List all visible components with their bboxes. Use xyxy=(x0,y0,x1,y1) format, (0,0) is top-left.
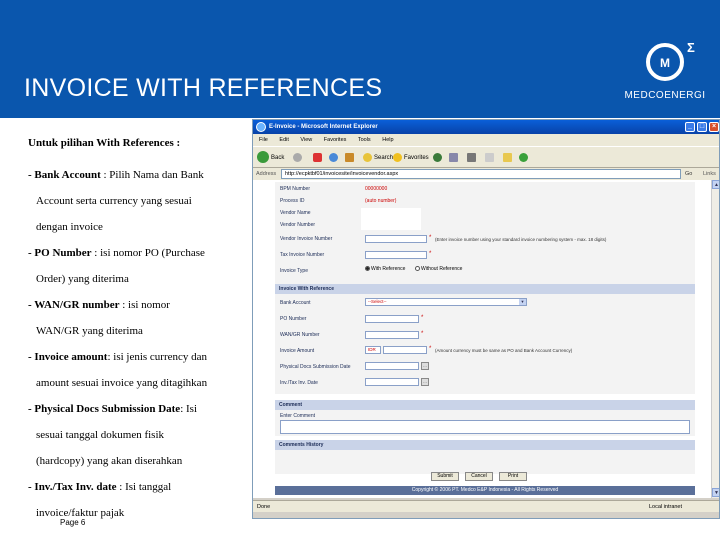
browser-window xyxy=(252,119,720,519)
page-number: Page 6 xyxy=(60,518,86,527)
tax-invoice-label: Tax Invoice Number xyxy=(280,252,325,258)
ie-icon xyxy=(256,122,266,132)
browser-title: E-Invoice - Microsoft Internet Explorer xyxy=(269,124,378,130)
back-button[interactable]: Back xyxy=(257,151,284,165)
note-item: - PO Number : isi nomor PO (Purchase Order) yang diterima xyxy=(28,247,205,285)
tax-invoice-input[interactable] xyxy=(365,251,427,259)
menu-tools[interactable]: Tools xyxy=(357,137,371,143)
messenger-button[interactable] xyxy=(519,151,530,165)
scroll-down-icon[interactable]: ▼ xyxy=(712,488,720,497)
home-button[interactable] xyxy=(345,151,356,165)
comment-textarea[interactable] xyxy=(280,420,690,434)
vendor-invoice-input[interactable] xyxy=(365,235,427,243)
mail-button[interactable] xyxy=(449,151,460,165)
print-button[interactable] xyxy=(467,151,478,165)
print-icon xyxy=(467,153,476,162)
process-id-label: Process ID xyxy=(280,198,305,204)
invoice-form xyxy=(275,180,695,498)
home-icon xyxy=(345,153,354,162)
links-label[interactable]: Links xyxy=(703,171,716,177)
note-item: - Physical Docs Submission Date: Isi sesuai tanggal dokumen fisik (hardcopy) yang akan diserahkan xyxy=(28,403,197,467)
po-number-input[interactable] xyxy=(365,315,419,323)
menu-favorites[interactable]: Favorites xyxy=(323,137,347,143)
bank-account-select[interactable]: --Select-- ▼ xyxy=(365,298,527,306)
address-input[interactable]: http://ecpktbf01/invoicesite/invoicevendor.aspx xyxy=(281,169,681,179)
cancel-button[interactable]: Cancel xyxy=(465,472,493,481)
page-content xyxy=(253,180,711,498)
inv-tax-date-input[interactable] xyxy=(365,378,419,386)
required-marker: * xyxy=(429,251,432,257)
menu-view[interactable]: View xyxy=(300,137,313,143)
menu-edit[interactable]: Edit xyxy=(279,137,289,143)
inv-tax-date-label: Inv./Tax Inv. Date xyxy=(280,380,318,386)
status-zone: Local intranet xyxy=(649,504,683,510)
mail-icon xyxy=(449,153,458,162)
back-arrow-icon xyxy=(257,151,269,163)
note-item: - Invoice amount: isi jenis currency dan amount sesuai invoice yang ditagihkan xyxy=(28,351,208,389)
chevron-down-icon: ▼ xyxy=(520,299,525,304)
bpm-number-value: 00000000 xyxy=(365,186,388,192)
phys-docs-date-input[interactable] xyxy=(365,362,419,370)
slide-header xyxy=(0,0,720,118)
wan-gr-label: WAN/GR Number xyxy=(280,332,320,338)
address-bar xyxy=(253,168,720,180)
forward-arrow-icon xyxy=(293,153,302,162)
notes-list xyxy=(28,162,253,526)
refresh-icon xyxy=(329,153,338,162)
browser-titlebar xyxy=(253,120,720,134)
history-icon xyxy=(433,153,442,162)
menu-help[interactable]: Help xyxy=(382,137,394,143)
radio-checked-icon xyxy=(365,266,370,271)
status-done: Done xyxy=(257,504,271,510)
status-bar xyxy=(253,500,720,512)
go-button[interactable]: Go xyxy=(685,171,693,177)
bpm-number-label: BPM Number xyxy=(280,186,311,192)
folder-button[interactable] xyxy=(503,151,514,165)
radio-with-reference[interactable]: With Reference xyxy=(365,266,405,272)
amount-hint: (Amount currency must be same as PO and Bank Account Currency) xyxy=(435,348,573,353)
address-label: Address xyxy=(256,171,277,177)
enter-comment-label: Enter Comment xyxy=(280,413,316,419)
required-marker: * xyxy=(421,315,424,321)
vendor-invoice-hint: (Enter invoice number using your standard invoice numbering system - max. 18 digits) xyxy=(435,237,607,242)
section-comment: Comment xyxy=(275,400,695,410)
slide-title: INVOICE WITH REFERENCES xyxy=(24,74,383,102)
copyright-footer: Copyright © 2006 PT. Medco E&P Indonesia - All Rights Reserved xyxy=(275,486,695,495)
vendor-number-label: Vendor Number xyxy=(280,222,316,228)
phys-docs-date-label: Physical Docs Submission Date xyxy=(280,364,351,370)
section-invoice-with-reference: Invoice With Reference xyxy=(275,284,695,294)
notes-panel xyxy=(28,130,253,526)
currency-select[interactable]: IDR xyxy=(365,346,381,354)
vertical-scrollbar[interactable] xyxy=(711,180,720,498)
toolbar xyxy=(253,146,720,168)
svg-text:Σ: Σ xyxy=(687,40,695,55)
print-form-button[interactable]: Print xyxy=(499,472,527,481)
edit-button[interactable] xyxy=(485,151,496,165)
radio-unchecked-icon xyxy=(415,266,420,271)
messenger-icon xyxy=(519,153,528,162)
required-marker: * xyxy=(429,235,432,241)
search-button[interactable]: Search xyxy=(363,151,393,165)
maximize-button[interactable]: □ xyxy=(697,122,707,132)
close-button[interactable]: × xyxy=(709,122,719,132)
svg-text:M: M xyxy=(660,56,670,70)
history-button[interactable] xyxy=(433,151,444,165)
submit-button[interactable]: Submit xyxy=(431,472,459,481)
logo-text: MEDCOENERGI xyxy=(624,90,706,101)
section-comments-history: Comments History xyxy=(275,440,695,450)
required-marker: * xyxy=(421,331,424,337)
folder-icon xyxy=(503,153,512,162)
invoice-amount-label: Invoice Amount xyxy=(280,348,315,354)
note-item: - Inv./Tax Inv. date : Isi tanggal invoice/faktur pajak xyxy=(28,481,172,519)
radio-without-reference[interactable]: Without Reference xyxy=(415,266,462,272)
minimize-button[interactable]: _ xyxy=(685,122,695,132)
forward-button[interactable] xyxy=(293,151,304,165)
stop-icon xyxy=(313,153,322,162)
process-id-value: (auto number) xyxy=(365,198,397,204)
menubar xyxy=(253,134,720,146)
calendar-icon[interactable]: … xyxy=(423,363,427,368)
wan-gr-input[interactable] xyxy=(365,331,419,339)
note-item: - WAN/GR number : isi nomor WAN/GR yang diterima xyxy=(28,299,170,337)
favorites-button[interactable]: Favorites xyxy=(393,151,429,165)
edit-icon xyxy=(485,153,494,162)
invoice-type-label: Invoice Type xyxy=(280,268,308,274)
required-marker: * xyxy=(429,346,432,352)
vendor-invoice-label: Vendor Invoice Number xyxy=(280,236,333,242)
calendar-icon[interactable]: … xyxy=(423,379,427,384)
vendor-name-label: Vendor Name xyxy=(280,210,311,216)
search-icon xyxy=(363,153,372,162)
notes-heading: Untuk pilihan With References : xyxy=(28,137,181,149)
scroll-up-icon[interactable]: ▲ xyxy=(712,180,720,189)
po-number-label: PO Number xyxy=(280,316,307,322)
vendor-info-box xyxy=(361,208,421,230)
note-item: - Bank Account : Pilih Nama dan Bank Account serta currency yang sesuai dengan invoice xyxy=(28,169,204,233)
refresh-button[interactable] xyxy=(329,151,340,165)
menu-file[interactable]: File xyxy=(259,137,268,143)
invoice-amount-input[interactable] xyxy=(383,346,427,354)
stop-button[interactable] xyxy=(313,151,324,165)
star-icon xyxy=(393,153,402,162)
bank-account-label: Bank Account xyxy=(280,300,311,306)
